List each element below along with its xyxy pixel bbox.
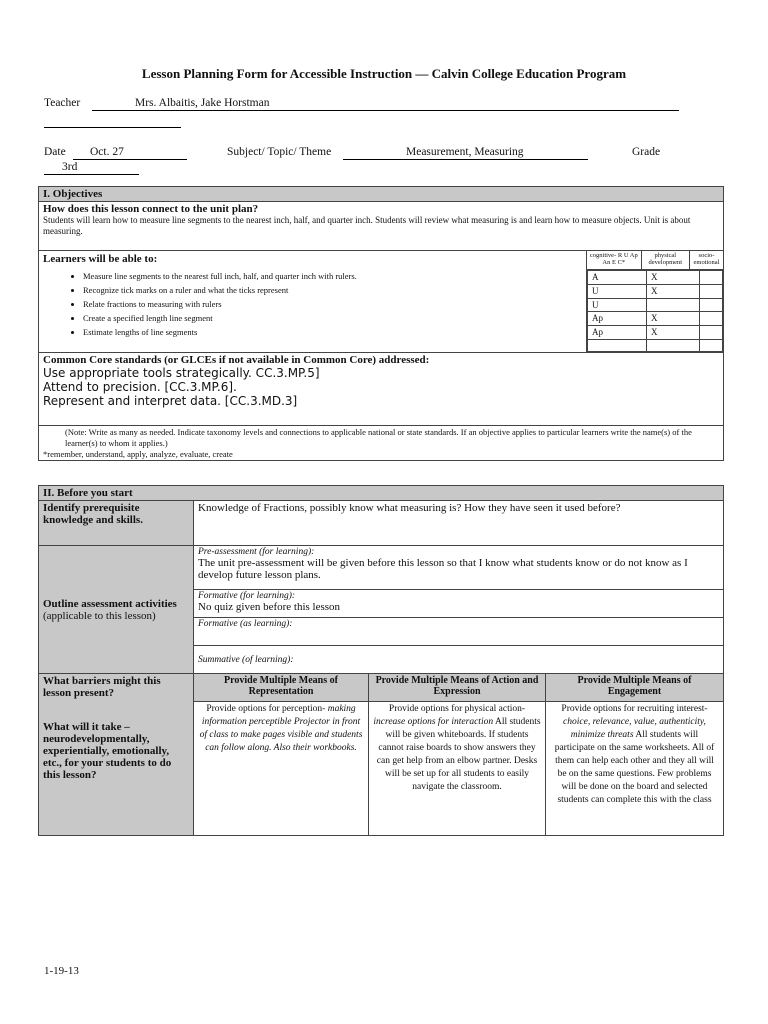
unit-connection-cell <box>39 202 724 251</box>
subject-label: Subject/ Topic/ Theme <box>227 146 332 158</box>
objective-item: • Estimate lengths of line segments <box>83 325 582 339</box>
assessment-label-cell <box>39 546 194 674</box>
action-rest: All students will be given whiteboards. If students cannot raise boards to show answers they can get help from an elbow partner. Desks will be set up for all students to easily navigate the classroom. <box>376 717 541 792</box>
subject-value: Measurement, Measuring <box>406 146 524 158</box>
cognitive-cell <box>588 340 647 352</box>
physical-cell <box>647 299 700 312</box>
date-underline <box>73 159 187 160</box>
cognitive-cell: A <box>588 271 647 285</box>
prereq-value: Knowledge of Fractions, possibly know what measuring is? How they have seen it used before? <box>194 501 724 546</box>
formative-for-value: No quiz given before this lesson <box>198 601 341 613</box>
formative-for-cell <box>194 590 724 618</box>
core-standard-line: Represent and interpret data. [CC.3.MD.3] <box>43 394 298 408</box>
action-expression-header: Provide Multiple Means of Action and Expression <box>369 674 546 702</box>
pre-assessment-label: Pre-assessment (for learning): <box>198 547 315 557</box>
social-cell <box>700 285 723 299</box>
objective-item: • Recognize tick marks on a ruler and what the ticks represent <box>83 283 582 297</box>
learners-label: Learners will be able to: <box>43 253 158 265</box>
pre-assessment-value: The unit pre-assessment will be given before this lesson so that I know what students know or do not know as I develop future lesson plans. <box>198 557 688 581</box>
teacher-underline-2 <box>44 127 181 128</box>
formative-as-cell <box>194 618 724 646</box>
physical-cell <box>647 340 700 352</box>
pre-assessment-cell <box>194 546 724 590</box>
before-section-title: II. Before you start <box>39 486 724 501</box>
representation-cell <box>194 702 369 836</box>
note-cell <box>39 426 724 461</box>
barriers-cell <box>39 674 194 836</box>
core-standards-cell <box>39 353 724 426</box>
core-standard-line: Use appropriate tools strategically. CC.3.MP.5] <box>43 366 320 380</box>
col-physical-header: physical development <box>641 251 689 270</box>
cognitive-cell: Ap <box>588 326 647 340</box>
engagement-first: Provide options for recruiting interest- <box>561 704 708 714</box>
objective-list <box>43 269 582 339</box>
taxonomy-rows <box>587 270 723 352</box>
action-first: Provide options for physical action- <box>388 704 526 714</box>
representation-header: Provide Multiple Means of Representation <box>194 674 369 702</box>
action-expression-cell <box>369 702 546 836</box>
taxonomy-grid <box>587 270 724 353</box>
cognitive-cell: U <box>588 285 647 299</box>
objective-item: • Relate fractions to measuring with rulers <box>83 297 582 311</box>
physical-cell: X <box>647 326 700 340</box>
footer-date: 1-19-13 <box>44 965 79 977</box>
grade-label: Grade <box>632 146 661 158</box>
social-cell <box>700 340 723 352</box>
unit-connection-answer: Students will learn how to measure line segments to the nearest inch, half, and quarter inch. Students will review what measuring is and learn how to measure objects. Unit is about measuring. <box>43 215 691 236</box>
objectives-section-title: I. Objectives <box>39 187 724 202</box>
engagement-rest: All students will participate on the same worksheets. All of them can help each other and they all will be on the same questions. Few problems will be done on the board and selected students can complete this with the class <box>554 730 715 805</box>
summative-cell <box>194 646 724 674</box>
form-title: Lesson Planning Form for Accessible Instruction — Calvin College Education Program <box>141 66 627 81</box>
barriers-label: What barriers might this lesson present? <box>43 675 161 699</box>
formative-for-label: Formative (for learning): <box>198 591 296 601</box>
date-label: Date <box>44 146 66 158</box>
before-start-table <box>38 485 724 836</box>
cognitive-cell: Ap <box>588 312 647 326</box>
teacher-value: Mrs. Albaitis, Jake Horstman <box>135 97 270 109</box>
teacher-underline <box>92 110 679 111</box>
objective-item: • Measure line segments to the nearest full inch, half, and quarter inch with rulers. <box>83 269 582 283</box>
physical-cell: X <box>647 285 700 299</box>
representation-first: Provide options for perception- <box>206 704 326 714</box>
action-italic: increase options for interaction <box>373 717 494 727</box>
cognitive-cell: U <box>588 299 647 312</box>
objectives-table <box>38 186 724 461</box>
learners-cell <box>39 251 587 353</box>
teacher-label: Teacher <box>44 97 81 109</box>
taxonomy-note: *remember, understand, apply, analyze, evaluate, create <box>43 449 233 459</box>
prereq-label: Identify prerequisite knowledge and skills. <box>39 501 194 546</box>
representation-rest: making information perceptible Projector in front of class to make pages visible and students can follow along. Also their workbooks. <box>199 704 363 753</box>
objective-item: • Create a specified length line segment <box>83 311 582 325</box>
col-social-header: socio-emotional <box>690 251 724 270</box>
objectives-note: (Note: Write as many as needed. Indicate taxonomy levels and connections to applicable national or state standards. If an objective applies to particular learners write the name(s) of the learner(s) to whom it applies.) <box>65 427 692 448</box>
assessment-sublabel: (applicable to this lesson) <box>43 609 156 622</box>
engagement-cell <box>546 702 724 836</box>
social-cell <box>700 312 723 326</box>
physical-cell: X <box>647 312 700 326</box>
what-it-takes-label: What will it take – neurodevelopmentally, experientially, emotionally, etc., for your students to do this lesson? <box>43 721 172 781</box>
engagement-header: Provide Multiple Means of Engagement <box>546 674 724 702</box>
summative-label: Summative (of learning): <box>198 654 294 665</box>
subject-underline <box>343 159 588 160</box>
engagement-italic: choice, relevance, value, authenticity, minimize threats <box>563 717 706 740</box>
social-cell <box>700 299 723 312</box>
formative-as-label: Formative (as learning): <box>198 619 293 629</box>
core-standards-label: Common Core standards (or GLCEs if not available in Common Core) addressed: <box>43 354 430 366</box>
col-cognitive-header: cognitive- R U Ap An E C* <box>587 251 642 270</box>
physical-cell: X <box>647 271 700 285</box>
grade-value: 3rd <box>62 161 78 173</box>
date-value: Oct. 27 <box>90 146 124 158</box>
core-standard-line: Attend to precision. [CC.3.MP.6]. <box>43 380 237 394</box>
assessment-label: Outline assessment activities <box>43 597 177 610</box>
grade-underline <box>44 174 139 175</box>
social-cell <box>700 326 723 340</box>
social-cell <box>700 271 723 285</box>
unit-connection-question: How does this lesson connect to the unit plan? <box>43 203 259 215</box>
